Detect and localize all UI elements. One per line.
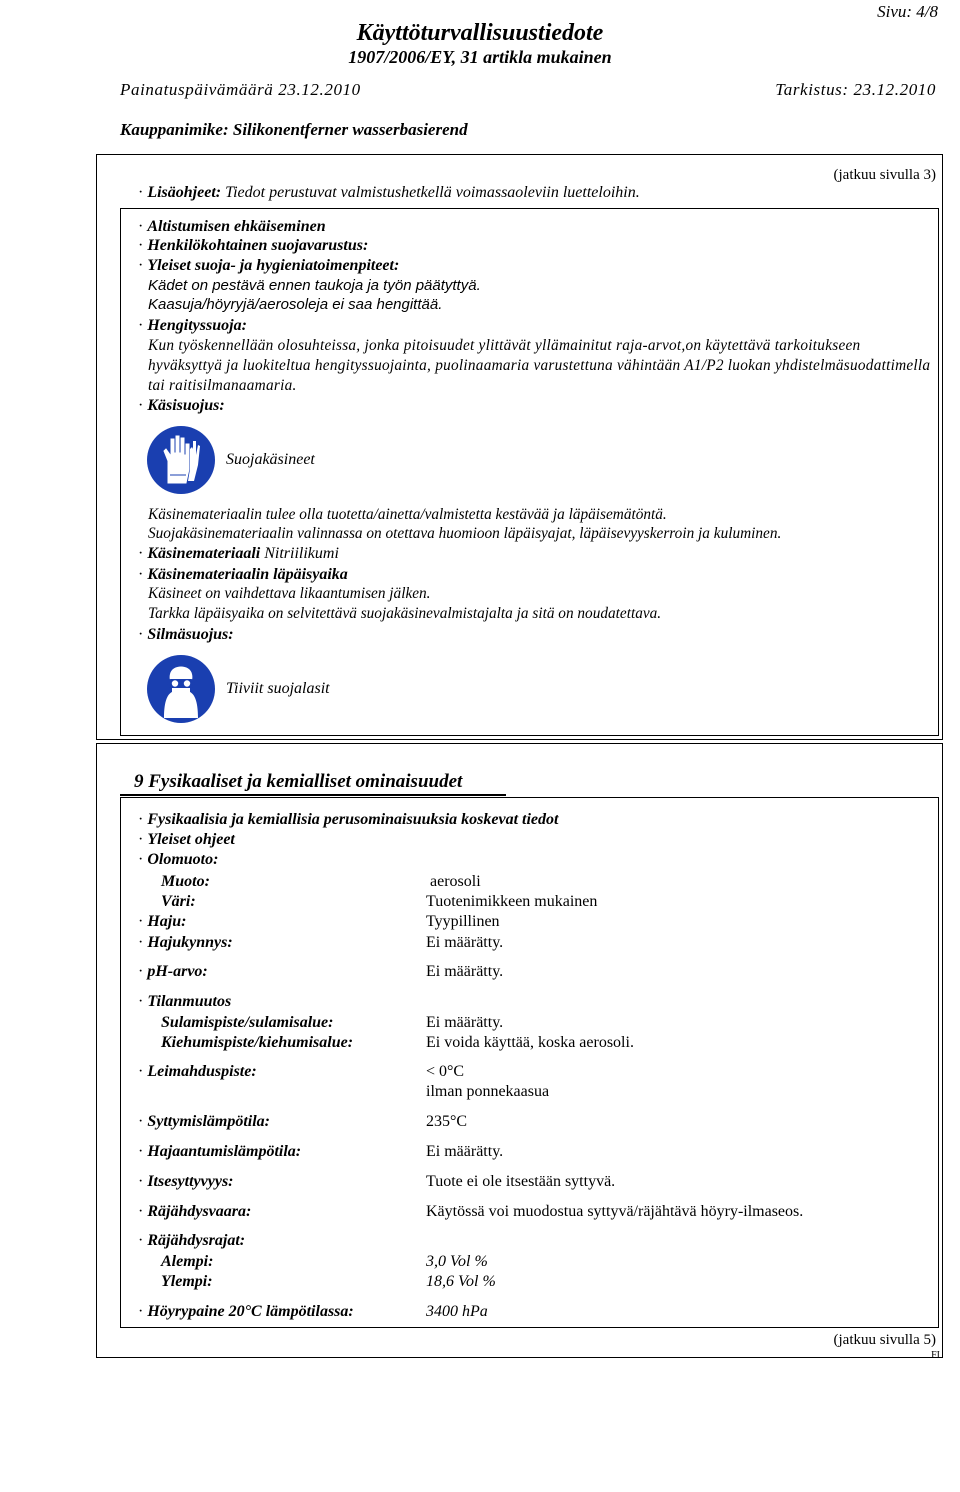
odour-value: Tyypillinen [426, 913, 500, 930]
odour-threshold-value: Ei määrätty. [426, 934, 504, 951]
goggles-icon [146, 654, 216, 724]
lower-limit-label: Alempi: [161, 1253, 214, 1270]
vapour-pressure-value: 3400 hPa [426, 1303, 488, 1320]
glove-material-value: Nitriilikumi [264, 545, 339, 562]
section9-heading: 9 Fysikaaliset ja kemialliset ominaisuudet [120, 771, 506, 796]
penetration-line-1: Käsineet on vaihdettava likaantumisen jälken. [148, 585, 431, 602]
explosion-limits-label: · Räjähdysrajat: [138, 1232, 245, 1250]
color-value: Tuotenimikkeen mukainen [426, 893, 598, 910]
boiling-value: Ei voida käyttää, koska aerosoli. [426, 1034, 634, 1051]
gloves-caption: Suojakäsineet [226, 451, 315, 468]
exposure-controls: · Altistumisen ehkäiseminen [138, 218, 326, 236]
odour-label: · Haju: [138, 913, 186, 931]
ph-label: · pH-arvo: [138, 963, 208, 981]
language-code: FI [931, 1350, 940, 1361]
continued-on: (jatkuu sivulla 5) [833, 1332, 936, 1348]
trade-name: Kauppanimike: Silikonentferner wasserbasierend [120, 120, 468, 139]
explosion-value: Käytössä voi muodostua syttyvä/räjähtävä höyry-ilmaseos. [426, 1203, 804, 1220]
gloves-icon [146, 425, 216, 495]
shape-value: aerosoli [430, 873, 481, 890]
shape-label: Muoto: [161, 873, 210, 890]
continued-from: (jatkuu sivulla 3) [833, 167, 936, 183]
glove-material-label: · Käsinemateriaali [138, 545, 260, 562]
explosion-label: · Räjähdysvaara: [138, 1203, 251, 1221]
odour-threshold-label: · Hajukynnys: [138, 934, 233, 952]
self-ignition-label: · Itsesyttyvyys: [138, 1173, 234, 1191]
ph-value: Ei määrätty. [426, 963, 504, 980]
melting-label: Sulamispiste/sulamisalue: [161, 1014, 334, 1031]
basic-info: · Fysikaalisia ja kemiallisia perusominaisuuksia koskevat tiedot [138, 811, 558, 829]
penetration-label: · Käsinemateriaalin läpäisyaika [138, 566, 348, 584]
form-label: · Olomuoto: [138, 851, 218, 869]
hand-protection-label: · Käsisuojus: [138, 397, 225, 415]
decomposition-label: · Hajaantumislämpötila: [138, 1143, 301, 1161]
flash-value-2: ilman ponnekaasua [426, 1083, 550, 1100]
hand-line-2: Suojakäsinemateriaalin valinnassa on otettava huomioon läpäisyajat, läpäisevyyskerroin ja kuluminen. [148, 525, 782, 542]
boiling-label: Kiehumispiste/kiehumisalue: [161, 1034, 354, 1051]
respiratory-label: · Hengityssuoja: [138, 317, 247, 335]
extra-info-label: · Lisäohjeet: [138, 184, 221, 201]
self-ignition-value: Tuote ei ole itsestään syttyvä. [426, 1173, 616, 1190]
vapour-pressure-label: · Höyrypaine 20°C lämpötilassa: [138, 1303, 354, 1321]
eye-protection-label: · Silmäsuojus: [138, 626, 234, 644]
extra-info [138, 184, 640, 202]
respiratory-text: Kun työskennellään olosuhteissa, jonka pitoisuudet ylittävät yllämainitut raja-arvot,on käytettävä tarkoitukseen hyväksyttyä ja luokiteltua hengityssuojainta, puolinaamaria varustettuna vähintään A1/P2 luokan yhdistelmäsuodattimella tai raitisilmanaamaria. [148, 337, 931, 394]
flash-value-1: < 0°C [426, 1063, 465, 1080]
state-change-label: · Tilanmuutos [138, 993, 231, 1011]
glove-material [138, 545, 339, 563]
document-title: Käyttöturvallisuustiedote [356, 20, 604, 46]
melting-value: Ei määrätty. [426, 1014, 504, 1031]
general-info: · Yleiset ohjeet [138, 831, 235, 849]
general-line-2: Kaasuja/höyryjä/aerosoleja ei saa hengittää. [148, 296, 443, 313]
penetration-line-2: Tarkka läpäisyaika on selvitettävä suojakäsinevalmistajalta ja sitä on noudatettava. [148, 605, 662, 622]
revision-date: Tarkistus: 23.12.2010 [775, 80, 936, 99]
upper-limit-label: Ylempi: [161, 1273, 213, 1290]
lower-limit-value: 3,0 Vol % [426, 1253, 488, 1270]
document-subtitle: 1907/2006/EY, 31 artikla mukainen [348, 47, 612, 67]
decomposition-value: Ei määrätty. [426, 1143, 504, 1160]
page-number: Sivu: 4/8 [877, 2, 938, 21]
goggles-caption: Tiiviit suojalasit [226, 680, 330, 697]
hand-line-1: Käsinemateriaalin tulee olla tuotetta/ainetta/valmistetta kestävää ja läpäisemätöntä. [148, 506, 667, 523]
general-line-1: Kädet on pestävä ennen taukoja ja työn päätyttyä. [148, 277, 481, 294]
upper-limit-value: 18,6 Vol % [426, 1273, 496, 1290]
general-measures: · Yleiset suoja- ja hygieniatoimenpiteet: [138, 257, 399, 275]
personal-protection: · Henkilökohtainen suojavarustus: [138, 237, 368, 255]
ignition-label: · Syttymislämpötila: [138, 1113, 270, 1131]
flash-label: · Leimahduspiste: [138, 1063, 257, 1081]
color-label: Väri: [161, 893, 196, 910]
ignition-value: 235°C [426, 1113, 468, 1130]
extra-info-text: Tiedot perustuvat valmistushetkellä voimassaoleviin luetteloihin. [225, 184, 640, 201]
print-date: Painatuspäivämäärä 23.12.2010 [120, 80, 361, 99]
